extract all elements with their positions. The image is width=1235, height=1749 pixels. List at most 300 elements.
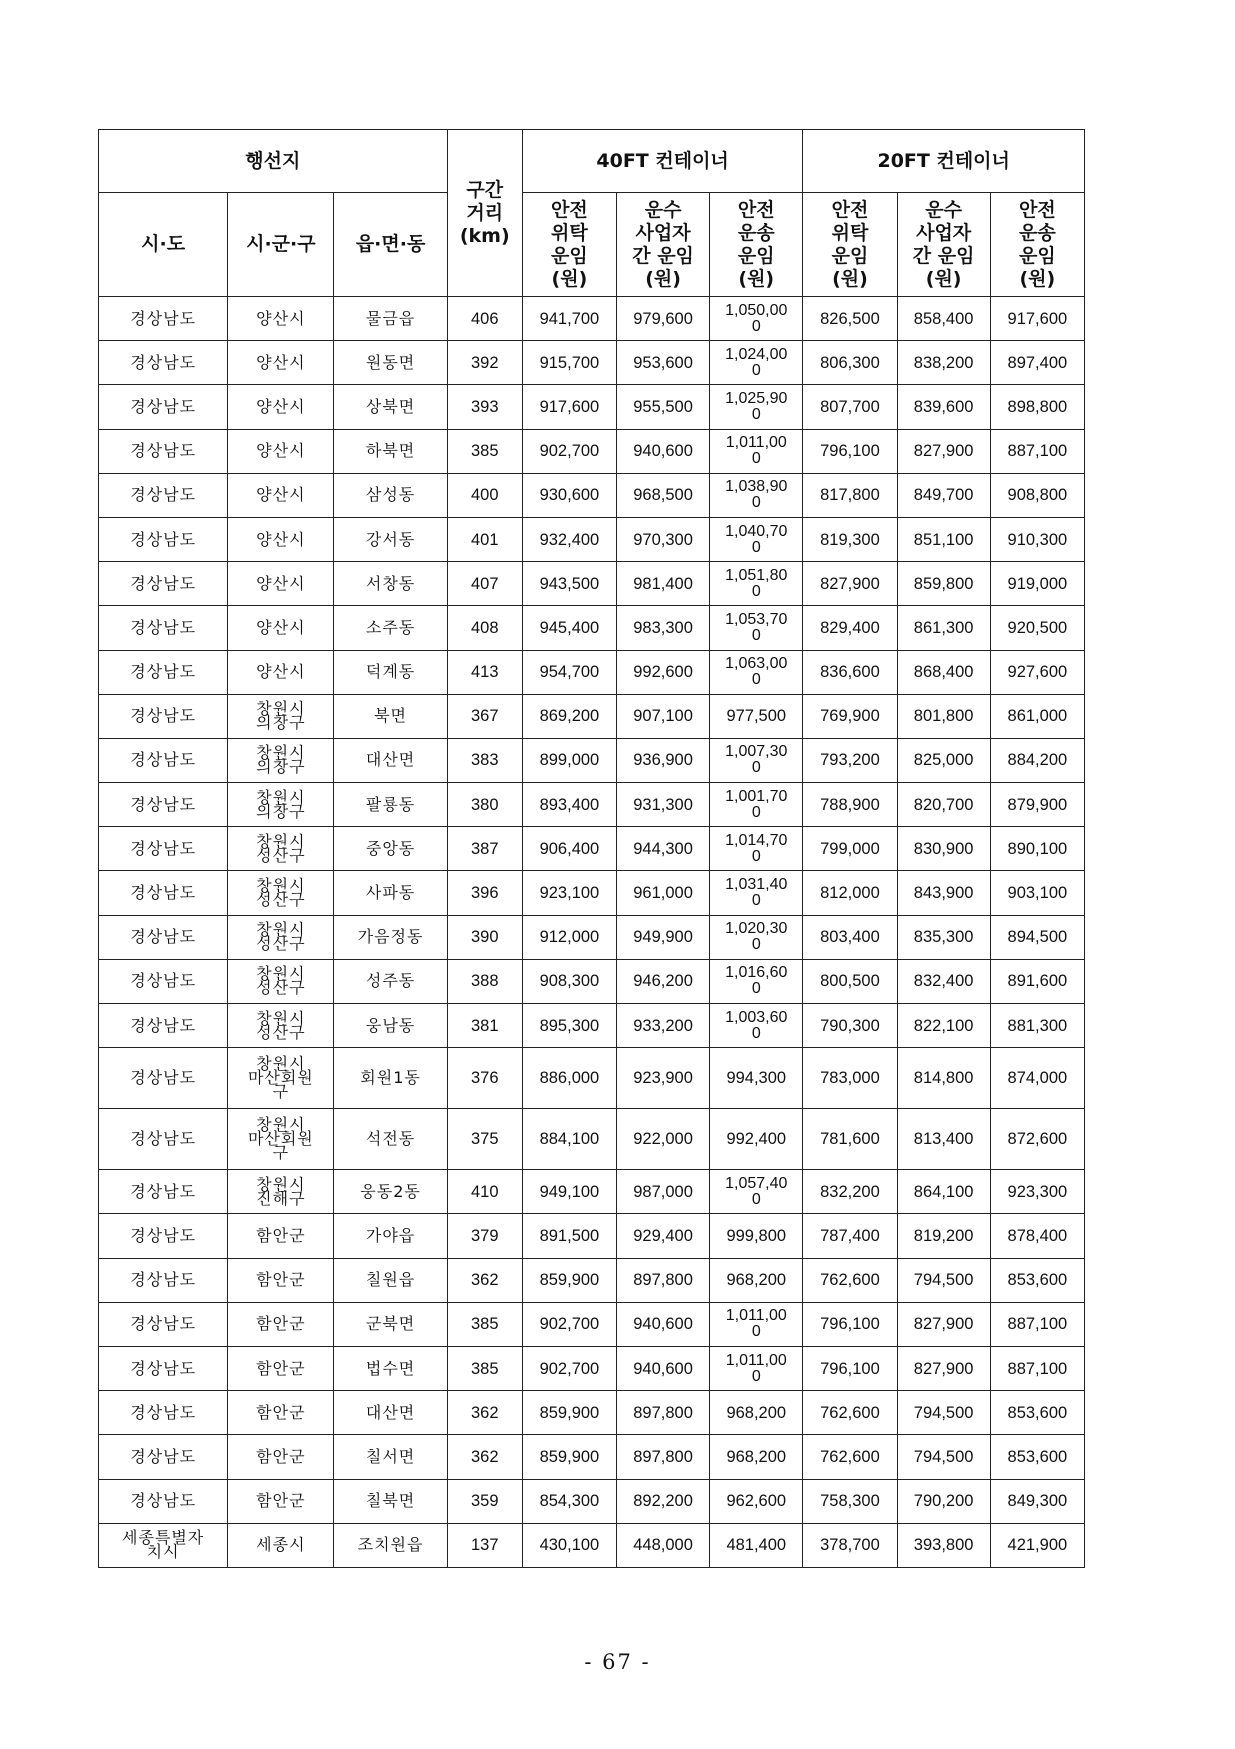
cell-20ft-carrier-rate: 794,500: [897, 1391, 990, 1435]
header-sido: 시·도: [99, 193, 228, 297]
cell-20ft-safety-transport-rate: 879,900: [990, 783, 1084, 827]
cell-sigungu: 함안군: [228, 1302, 334, 1346]
cell-eupmyeondong: 성주동: [334, 959, 447, 1003]
cell-20ft-safety-transport-rate: 881,300: [990, 1004, 1084, 1048]
cell-sigungu: 창원시 성산구: [228, 827, 334, 871]
table-row: [99, 738, 1085, 782]
cell-40ft-safety-transport-rate: 1,007,30 0: [710, 738, 803, 782]
table-row: [99, 783, 1085, 827]
cell-20ft-carrier-rate: 825,000: [897, 738, 990, 782]
table-row: [99, 562, 1085, 606]
cell-eupmyeondong: 군북면: [334, 1302, 447, 1346]
cell-20ft-safety-consign-rate: 819,300: [803, 517, 897, 561]
cell-40ft-safety-transport-rate: 999,800: [710, 1214, 803, 1258]
cell-40ft-safety-transport-rate: 1,025,90 0: [710, 385, 803, 429]
cell-sigungu: 함안군: [228, 1346, 334, 1390]
cell-sigungu: 양산시: [228, 650, 334, 694]
cell-20ft-safety-consign-rate: 796,100: [803, 1346, 897, 1390]
cell-eupmyeondong: 북면: [334, 694, 447, 738]
cell-sido: 세종특별자 치시: [99, 1523, 228, 1567]
cell-40ft-safety-transport-rate: 962,600: [710, 1479, 803, 1523]
cell-40ft-safety-consign-rate: 923,100: [522, 871, 616, 915]
table-row: [99, 1048, 1085, 1109]
table-row: [99, 606, 1085, 650]
cell-40ft-safety-consign-rate: 886,000: [522, 1048, 616, 1109]
cell-eupmyeondong: 대산면: [334, 738, 447, 782]
cell-sido: 경상남도: [99, 694, 228, 738]
table-row: [99, 1004, 1085, 1048]
table-row: [99, 1479, 1085, 1523]
cell-20ft-safety-consign-rate: 817,800: [803, 473, 897, 517]
cell-20ft-carrier-rate: 790,200: [897, 1479, 990, 1523]
cell-distance: 383: [447, 738, 522, 782]
cell-distance: 400: [447, 473, 522, 517]
cell-20ft-safety-transport-rate: 897,400: [990, 341, 1084, 385]
cell-20ft-carrier-rate: 813,400: [897, 1109, 990, 1170]
cell-20ft-carrier-rate: 827,900: [897, 1346, 990, 1390]
cell-sido: 경상남도: [99, 1258, 228, 1302]
cell-40ft-safety-transport-rate: 1,051,80 0: [710, 562, 803, 606]
cell-eupmyeondong: 칠원읍: [334, 1258, 447, 1302]
cell-20ft-safety-transport-rate: 923,300: [990, 1170, 1084, 1214]
cell-sigungu: 양산시: [228, 606, 334, 650]
cell-20ft-safety-consign-rate: 812,000: [803, 871, 897, 915]
cell-sigungu: 함안군: [228, 1258, 334, 1302]
cell-distance: 385: [447, 429, 522, 473]
cell-sigungu: 양산시: [228, 341, 334, 385]
table-row: [99, 429, 1085, 473]
cell-40ft-safety-transport-rate: 1,011,00 0: [710, 1302, 803, 1346]
cell-40ft-safety-consign-rate: 899,000: [522, 738, 616, 782]
cell-40ft-safety-transport-rate: 1,003,60 0: [710, 1004, 803, 1048]
cell-sigungu: 양산시: [228, 429, 334, 473]
cell-distance: 380: [447, 783, 522, 827]
cell-20ft-safety-transport-rate: 849,300: [990, 1479, 1084, 1523]
cell-eupmyeondong: 칠서면: [334, 1435, 447, 1479]
cell-20ft-carrier-rate: 393,800: [897, 1523, 990, 1567]
cell-20ft-safety-consign-rate: 781,600: [803, 1109, 897, 1170]
header-origin: 행선지: [99, 130, 448, 193]
cell-40ft-safety-transport-rate: 1,050,00 0: [710, 297, 803, 341]
cell-40ft-safety-transport-rate: 994,300: [710, 1048, 803, 1109]
cell-sido: 경상남도: [99, 827, 228, 871]
cell-40ft-safety-consign-rate: 954,700: [522, 650, 616, 694]
cell-40ft-safety-consign-rate: 891,500: [522, 1214, 616, 1258]
cell-20ft-safety-consign-rate: 829,400: [803, 606, 897, 650]
cell-sigungu: 창원시 성산구: [228, 871, 334, 915]
cell-40ft-carrier-rate: 944,300: [617, 827, 710, 871]
cell-20ft-safety-transport-rate: 920,500: [990, 606, 1084, 650]
cell-40ft-safety-consign-rate: 941,700: [522, 297, 616, 341]
cell-sigungu: 양산시: [228, 385, 334, 429]
cell-20ft-carrier-rate: 814,800: [897, 1048, 990, 1109]
cell-40ft-safety-consign-rate: 945,400: [522, 606, 616, 650]
cell-20ft-safety-transport-rate: 887,100: [990, 429, 1084, 473]
table-row: [99, 1391, 1085, 1435]
cell-20ft-safety-consign-rate: 827,900: [803, 562, 897, 606]
table-row: [99, 1523, 1085, 1567]
cell-40ft-safety-consign-rate: 859,900: [522, 1258, 616, 1302]
cell-40ft-safety-transport-rate: 1,057,40 0: [710, 1170, 803, 1214]
cell-40ft-safety-transport-rate: 1,031,40 0: [710, 871, 803, 915]
table-body: [99, 297, 1085, 1568]
cell-20ft-safety-consign-rate: 803,400: [803, 915, 897, 959]
cell-distance: 362: [447, 1258, 522, 1302]
cell-20ft-carrier-rate: 794,500: [897, 1435, 990, 1479]
cell-20ft-safety-consign-rate: 832,200: [803, 1170, 897, 1214]
cell-20ft-carrier-rate: 827,900: [897, 1302, 990, 1346]
cell-20ft-carrier-rate: 851,100: [897, 517, 990, 561]
cell-20ft-safety-transport-rate: 903,100: [990, 871, 1084, 915]
table-row: [99, 1258, 1085, 1302]
cell-40ft-safety-consign-rate: 869,200: [522, 694, 616, 738]
cell-20ft-carrier-rate: 839,600: [897, 385, 990, 429]
table-row: [99, 827, 1085, 871]
cell-20ft-carrier-rate: 861,300: [897, 606, 990, 650]
table-row: [99, 1109, 1085, 1170]
cell-sigungu: 양산시: [228, 473, 334, 517]
table-row: [99, 1435, 1085, 1479]
cell-distance: 376: [447, 1048, 522, 1109]
cell-20ft-safety-consign-rate: 378,700: [803, 1523, 897, 1567]
cell-20ft-carrier-rate: 832,400: [897, 959, 990, 1003]
cell-distance: 362: [447, 1435, 522, 1479]
cell-distance: 379: [447, 1214, 522, 1258]
cell-sigungu: 함안군: [228, 1214, 334, 1258]
cell-20ft-safety-consign-rate: 762,600: [803, 1258, 897, 1302]
cell-sido: 경상남도: [99, 1435, 228, 1479]
header-sigungu: 시·군·구: [228, 193, 334, 297]
cell-20ft-carrier-rate: 822,100: [897, 1004, 990, 1048]
cell-sigungu: 창원시 성산구: [228, 915, 334, 959]
cell-sido: 경상남도: [99, 1048, 228, 1109]
cell-20ft-safety-consign-rate: 807,700: [803, 385, 897, 429]
cell-40ft-carrier-rate: 953,600: [617, 341, 710, 385]
cell-sigungu: 창원시 성산구: [228, 1004, 334, 1048]
cell-sido: 경상남도: [99, 429, 228, 473]
cell-40ft-safety-transport-rate: 1,040,70 0: [710, 517, 803, 561]
cell-sido: 경상남도: [99, 1479, 228, 1523]
cell-distance: 367: [447, 694, 522, 738]
cell-eupmyeondong: 중앙동: [334, 827, 447, 871]
cell-eupmyeondong: 하북면: [334, 429, 447, 473]
cell-40ft-safety-consign-rate: 943,500: [522, 562, 616, 606]
cell-40ft-safety-transport-rate: 1,038,90 0: [710, 473, 803, 517]
cell-20ft-safety-consign-rate: 793,200: [803, 738, 897, 782]
cell-eupmyeondong: 웅남동: [334, 1004, 447, 1048]
cell-sigungu: 창원시 의창구: [228, 783, 334, 827]
cell-20ft-carrier-rate: 819,200: [897, 1214, 990, 1258]
cell-40ft-safety-consign-rate: 908,300: [522, 959, 616, 1003]
cell-sido: 경상남도: [99, 738, 228, 782]
cell-sigungu: 창원시 성산구: [228, 959, 334, 1003]
cell-20ft-safety-transport-rate: 890,100: [990, 827, 1084, 871]
cell-40ft-safety-consign-rate: 902,700: [522, 1302, 616, 1346]
cell-20ft-carrier-rate: 830,900: [897, 827, 990, 871]
cell-eupmyeondong: 물금읍: [334, 297, 447, 341]
cell-40ft-carrier-rate: 968,500: [617, 473, 710, 517]
table-row: [99, 694, 1085, 738]
cell-20ft-safety-transport-rate: 894,500: [990, 915, 1084, 959]
cell-sigungu: 창원시 의창구: [228, 694, 334, 738]
cell-eupmyeondong: 원동면: [334, 341, 447, 385]
cell-20ft-safety-transport-rate: 898,800: [990, 385, 1084, 429]
cell-20ft-safety-consign-rate: 783,000: [803, 1048, 897, 1109]
cell-40ft-safety-transport-rate: 1,011,00 0: [710, 1346, 803, 1390]
cell-eupmyeondong: 웅동2동: [334, 1170, 447, 1214]
cell-eupmyeondong: 상북면: [334, 385, 447, 429]
cell-40ft-carrier-rate: 907,100: [617, 694, 710, 738]
cell-20ft-safety-transport-rate: 421,900: [990, 1523, 1084, 1567]
header-20ft-container: 20FT 컨테이너: [803, 130, 1085, 193]
cell-20ft-safety-transport-rate: 853,600: [990, 1391, 1084, 1435]
cell-40ft-safety-consign-rate: 430,100: [522, 1523, 616, 1567]
cell-40ft-safety-transport-rate: 1,016,60 0: [710, 959, 803, 1003]
cell-sido: 경상남도: [99, 1391, 228, 1435]
cell-40ft-carrier-rate: 897,800: [617, 1258, 710, 1302]
cell-20ft-safety-consign-rate: 790,300: [803, 1004, 897, 1048]
header-distance: 구간 거리 (km): [447, 130, 522, 297]
cell-40ft-safety-transport-rate: 1,053,70 0: [710, 606, 803, 650]
cell-40ft-carrier-rate: 970,300: [617, 517, 710, 561]
header-40ft-carrier-rate: 운수 사업자 간 운임 (원): [617, 193, 710, 297]
cell-40ft-safety-transport-rate: 968,200: [710, 1435, 803, 1479]
cell-40ft-carrier-rate: 892,200: [617, 1479, 710, 1523]
cell-40ft-carrier-rate: 897,800: [617, 1391, 710, 1435]
cell-20ft-carrier-rate: 835,300: [897, 915, 990, 959]
cell-distance: 407: [447, 562, 522, 606]
header-40ft-container: 40FT 컨테이너: [522, 130, 803, 193]
cell-20ft-safety-consign-rate: 758,300: [803, 1479, 897, 1523]
cell-eupmyeondong: 소주동: [334, 606, 447, 650]
cell-distance: 410: [447, 1170, 522, 1214]
cell-eupmyeondong: 가음정동: [334, 915, 447, 959]
cell-eupmyeondong: 칠북면: [334, 1479, 447, 1523]
cell-sigungu: 함안군: [228, 1479, 334, 1523]
cell-40ft-safety-transport-rate: 977,500: [710, 694, 803, 738]
cell-20ft-carrier-rate: 859,800: [897, 562, 990, 606]
cell-sido: 경상남도: [99, 1004, 228, 1048]
cell-eupmyeondong: 사파동: [334, 871, 447, 915]
cell-20ft-carrier-rate: 794,500: [897, 1258, 990, 1302]
cell-40ft-safety-transport-rate: 1,001,70 0: [710, 783, 803, 827]
table-row: [99, 297, 1085, 341]
table-row: [99, 1170, 1085, 1214]
cell-eupmyeondong: 회원1동: [334, 1048, 447, 1109]
cell-sido: 경상남도: [99, 606, 228, 650]
cell-40ft-safety-transport-rate: 1,020,30 0: [710, 915, 803, 959]
cell-20ft-safety-consign-rate: 762,600: [803, 1391, 897, 1435]
table-row: [99, 1302, 1085, 1346]
cell-40ft-safety-consign-rate: 932,400: [522, 517, 616, 561]
cell-sido: 경상남도: [99, 1109, 228, 1170]
cell-sido: 경상남도: [99, 562, 228, 606]
cell-20ft-safety-transport-rate: 861,000: [990, 694, 1084, 738]
cell-sigungu: 창원시 진해구: [228, 1170, 334, 1214]
cell-20ft-safety-transport-rate: 919,000: [990, 562, 1084, 606]
cell-20ft-carrier-rate: 843,900: [897, 871, 990, 915]
cell-40ft-safety-transport-rate: 1,063,00 0: [710, 650, 803, 694]
cell-20ft-safety-transport-rate: 878,400: [990, 1214, 1084, 1258]
cell-40ft-carrier-rate: 992,600: [617, 650, 710, 694]
cell-distance: 388: [447, 959, 522, 1003]
cell-20ft-safety-consign-rate: 796,100: [803, 429, 897, 473]
cell-20ft-safety-transport-rate: 927,600: [990, 650, 1084, 694]
cell-sigungu: 창원시 마산회원 구: [228, 1109, 334, 1170]
cell-sido: 경상남도: [99, 915, 228, 959]
cell-40ft-safety-consign-rate: 859,900: [522, 1391, 616, 1435]
cell-40ft-safety-consign-rate: 949,100: [522, 1170, 616, 1214]
table-row: [99, 341, 1085, 385]
header-20ft-safety-consign-rate: 안전 위탁 운임 (원): [803, 193, 897, 297]
table-row: [99, 517, 1085, 561]
header-eupmyeondong: 읍·면·동: [334, 193, 447, 297]
cell-40ft-carrier-rate: 946,200: [617, 959, 710, 1003]
cell-sido: 경상남도: [99, 783, 228, 827]
cell-40ft-carrier-rate: 983,300: [617, 606, 710, 650]
cell-sido: 경상남도: [99, 385, 228, 429]
cell-distance: 413: [447, 650, 522, 694]
cell-20ft-safety-transport-rate: 853,600: [990, 1435, 1084, 1479]
cell-20ft-safety-transport-rate: 853,600: [990, 1258, 1084, 1302]
cell-40ft-safety-transport-rate: 968,200: [710, 1391, 803, 1435]
table-row: [99, 385, 1085, 429]
cell-40ft-safety-consign-rate: 902,700: [522, 1346, 616, 1390]
cell-20ft-safety-transport-rate: 910,300: [990, 517, 1084, 561]
freight-rate-table: [98, 129, 1085, 1568]
cell-20ft-carrier-rate: 838,200: [897, 341, 990, 385]
cell-40ft-carrier-rate: 923,900: [617, 1048, 710, 1109]
cell-distance: 387: [447, 827, 522, 871]
cell-sigungu: 함안군: [228, 1391, 334, 1435]
cell-20ft-safety-consign-rate: 800,500: [803, 959, 897, 1003]
cell-sido: 경상남도: [99, 1214, 228, 1258]
cell-sigungu: 양산시: [228, 517, 334, 561]
cell-eupmyeondong: 가야읍: [334, 1214, 447, 1258]
cell-40ft-carrier-rate: 922,000: [617, 1109, 710, 1170]
cell-eupmyeondong: 강서동: [334, 517, 447, 561]
header-40ft-safety-consign-rate: 안전 위탁 운임 (원): [522, 193, 616, 297]
cell-distance: 385: [447, 1346, 522, 1390]
cell-40ft-carrier-rate: 940,600: [617, 429, 710, 473]
cell-sido: 경상남도: [99, 1302, 228, 1346]
cell-eupmyeondong: 석전동: [334, 1109, 447, 1170]
cell-20ft-safety-transport-rate: 891,600: [990, 959, 1084, 1003]
cell-40ft-carrier-rate: 949,900: [617, 915, 710, 959]
cell-40ft-carrier-rate: 979,600: [617, 297, 710, 341]
cell-40ft-safety-consign-rate: 893,400: [522, 783, 616, 827]
cell-distance: 362: [447, 1391, 522, 1435]
page-number: - 67 -: [584, 1650, 651, 1674]
cell-20ft-carrier-rate: 801,800: [897, 694, 990, 738]
cell-eupmyeondong: 조치원읍: [334, 1523, 447, 1567]
cell-40ft-carrier-rate: 929,400: [617, 1214, 710, 1258]
cell-40ft-carrier-rate: 931,300: [617, 783, 710, 827]
cell-sigungu: 창원시 의창구: [228, 738, 334, 782]
cell-sigungu: 창원시 마산회원 구: [228, 1048, 334, 1109]
cell-sido: 경상남도: [99, 650, 228, 694]
cell-sido: 경상남도: [99, 517, 228, 561]
cell-distance: 381: [447, 1004, 522, 1048]
cell-distance: 392: [447, 341, 522, 385]
table-row: [99, 959, 1085, 1003]
cell-40ft-safety-consign-rate: 895,300: [522, 1004, 616, 1048]
cell-20ft-carrier-rate: 827,900: [897, 429, 990, 473]
cell-sido: 경상남도: [99, 1346, 228, 1390]
cell-40ft-safety-consign-rate: 859,900: [522, 1435, 616, 1479]
table-row: [99, 650, 1085, 694]
cell-20ft-safety-consign-rate: 836,600: [803, 650, 897, 694]
cell-20ft-carrier-rate: 858,400: [897, 297, 990, 341]
cell-40ft-safety-consign-rate: 854,300: [522, 1479, 616, 1523]
cell-20ft-safety-consign-rate: 787,400: [803, 1214, 897, 1258]
cell-20ft-safety-transport-rate: 917,600: [990, 297, 1084, 341]
header-40ft-safety-transport-rate: 안전 운송 운임 (원): [710, 193, 803, 297]
cell-sido: 경상남도: [99, 297, 228, 341]
table-row: [99, 1214, 1085, 1258]
cell-40ft-carrier-rate: 933,200: [617, 1004, 710, 1048]
cell-40ft-carrier-rate: 961,000: [617, 871, 710, 915]
cell-40ft-carrier-rate: 981,400: [617, 562, 710, 606]
cell-20ft-safety-consign-rate: 788,900: [803, 783, 897, 827]
cell-sigungu: 양산시: [228, 297, 334, 341]
cell-eupmyeondong: 법수면: [334, 1346, 447, 1390]
cell-20ft-safety-transport-rate: 887,100: [990, 1302, 1084, 1346]
cell-40ft-carrier-rate: 448,000: [617, 1523, 710, 1567]
cell-40ft-safety-consign-rate: 917,600: [522, 385, 616, 429]
cell-eupmyeondong: 덕계동: [334, 650, 447, 694]
cell-distance: 359: [447, 1479, 522, 1523]
cell-40ft-carrier-rate: 987,000: [617, 1170, 710, 1214]
cell-40ft-safety-consign-rate: 902,700: [522, 429, 616, 473]
cell-40ft-safety-transport-rate: 1,011,00 0: [710, 429, 803, 473]
cell-20ft-safety-transport-rate: 884,200: [990, 738, 1084, 782]
table-row: [99, 1346, 1085, 1390]
cell-20ft-safety-transport-rate: 872,600: [990, 1109, 1084, 1170]
table-row: [99, 915, 1085, 959]
cell-sido: 경상남도: [99, 871, 228, 915]
cell-40ft-safety-transport-rate: 968,200: [710, 1258, 803, 1302]
table-header: [99, 130, 1085, 297]
cell-eupmyeondong: 삼성동: [334, 473, 447, 517]
cell-sido: 경상남도: [99, 341, 228, 385]
cell-sido: 경상남도: [99, 959, 228, 1003]
cell-sigungu: 양산시: [228, 562, 334, 606]
cell-distance: 375: [447, 1109, 522, 1170]
cell-eupmyeondong: 팔룡동: [334, 783, 447, 827]
cell-40ft-carrier-rate: 955,500: [617, 385, 710, 429]
cell-distance: 396: [447, 871, 522, 915]
cell-20ft-safety-consign-rate: 762,600: [803, 1435, 897, 1479]
cell-distance: 137: [447, 1523, 522, 1567]
cell-40ft-safety-consign-rate: 906,400: [522, 827, 616, 871]
cell-40ft-safety-transport-rate: 481,400: [710, 1523, 803, 1567]
cell-40ft-safety-consign-rate: 930,600: [522, 473, 616, 517]
cell-20ft-safety-consign-rate: 826,500: [803, 297, 897, 341]
cell-sigungu: 세종시: [228, 1523, 334, 1567]
cell-40ft-safety-transport-rate: 1,024,00 0: [710, 341, 803, 385]
cell-40ft-carrier-rate: 940,600: [617, 1346, 710, 1390]
cell-eupmyeondong: 대산면: [334, 1391, 447, 1435]
cell-20ft-carrier-rate: 820,700: [897, 783, 990, 827]
cell-20ft-carrier-rate: 849,700: [897, 473, 990, 517]
table-row: [99, 473, 1085, 517]
cell-40ft-safety-consign-rate: 915,700: [522, 341, 616, 385]
cell-sido: 경상남도: [99, 473, 228, 517]
cell-distance: 406: [447, 297, 522, 341]
cell-40ft-safety-consign-rate: 884,100: [522, 1109, 616, 1170]
cell-eupmyeondong: 서창동: [334, 562, 447, 606]
